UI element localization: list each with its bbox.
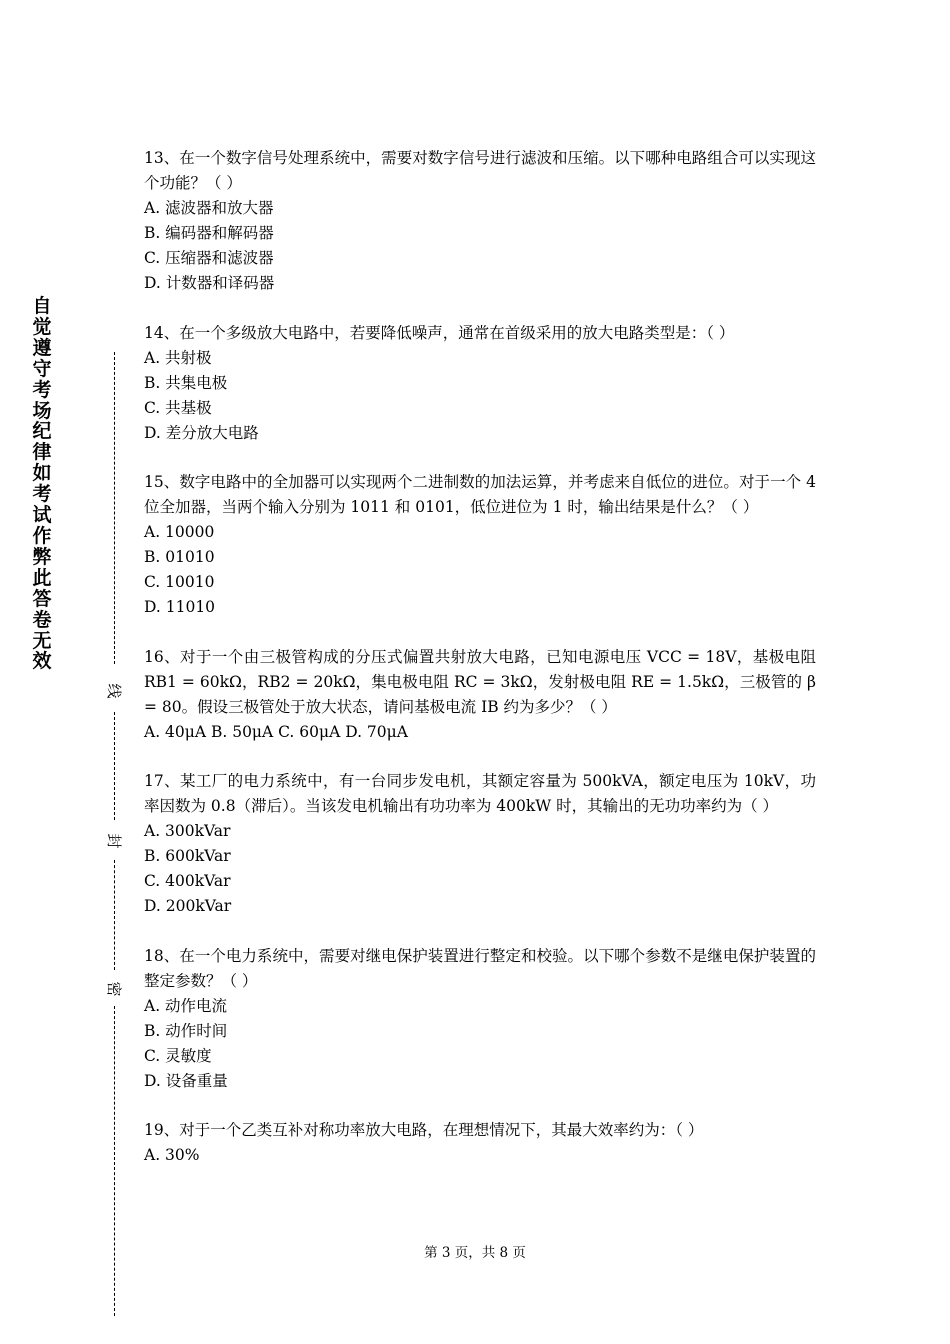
option-d: D. 计数器和译码器 bbox=[144, 274, 275, 292]
option-b: B. 动作时间 bbox=[144, 1021, 228, 1040]
question-16 bbox=[144, 645, 816, 745]
option-a: A. 300kVar bbox=[144, 822, 231, 840]
option-b: B. 01010 bbox=[144, 548, 215, 566]
binding-dashed-line bbox=[114, 1006, 115, 1316]
question-13 bbox=[144, 146, 816, 296]
page-number-footer: 第 3 页，共 8 页 bbox=[424, 1245, 526, 1261]
option-a: A. 共射极 bbox=[144, 348, 212, 367]
binding-dashed-line bbox=[114, 352, 115, 664]
question-stem: 13、在一个数字信号处理系统中，需要对数字信号进行滤波和压缩。以下哪种电路组合可以实现这个功能？（ ） bbox=[144, 149, 816, 192]
option-d: D. 200kVar bbox=[144, 897, 232, 915]
option-c: C. 400kVar bbox=[144, 872, 231, 890]
option-c: C. 10010 bbox=[144, 573, 215, 591]
option-a: A. 10000 bbox=[144, 523, 215, 541]
option-a: A. 动作电流 bbox=[144, 996, 228, 1015]
question-17 bbox=[144, 769, 816, 919]
question-19 bbox=[144, 1118, 816, 1168]
binding-dashed-line bbox=[114, 860, 115, 970]
question-stem: 18、在一个电力系统中，需要对继电保护装置进行整定和校验。以下哪个参数不是继电保护装置的整定参数？（ ） bbox=[144, 946, 816, 990]
option-b: B. 共集电极 bbox=[144, 373, 228, 392]
question-stem: 15、数字电路中的全加器可以实现两个二进制数的加法运算，并考虑来自低位的进位。对于一个 4 位全加器，当两个输入分别为 1011 和 0101，低位进位为 1 时，输出结果是什么？（ ） bbox=[144, 473, 816, 516]
option-c: C. 压缩器和滤波器 bbox=[144, 249, 274, 267]
option-c: C. 共基极 bbox=[144, 398, 212, 417]
option-a: A. 30% bbox=[144, 1146, 200, 1164]
option-b: B. 编码器和解码器 bbox=[144, 224, 274, 242]
option-line: A. 40μA B. 50μA C. 60μA D. 70μA bbox=[144, 722, 408, 741]
option-c: C. 灵敏度 bbox=[144, 1046, 212, 1065]
exam-discipline-warning: 自觉遵守考场纪律如考试作弊此答卷无效 bbox=[32, 295, 52, 673]
binding-mark-line: 线 bbox=[103, 681, 125, 701]
question-14 bbox=[144, 321, 816, 446]
question-15 bbox=[144, 470, 816, 620]
option-d: D. 差分放大电路 bbox=[144, 423, 259, 442]
binding-mark-secret: 密 bbox=[103, 979, 125, 999]
option-d: D. 设备重量 bbox=[144, 1071, 228, 1090]
question-18 bbox=[144, 944, 816, 1094]
question-stem: 14、在一个多级放大电路中，若要降低噪声，通常在首级采用的放大电路类型是：（ ） bbox=[144, 323, 735, 342]
option-d: D. 11010 bbox=[144, 598, 216, 616]
question-stem: 17、某工厂的电力系统中，有一台同步发电机，其额定容量为 500kVA，额定电压为 10kV，功率因数为 0.8（滞后）。当该发电机输出有功功率为 400kW 时，其输出的无功功率约为（ ） bbox=[144, 772, 816, 815]
question-stem: 19、对于一个乙类互补对称功率放大电路，在理想情况下，其最大效率约为：（ ） bbox=[144, 1121, 704, 1139]
question-stem: 16、对于一个由三极管构成的分压式偏置共射放大电路，已知电源电压 VCC = 18V，基极电阻 RB1 = 60kΩ，RB2 = 20kΩ，集电极电阻 RC = 3kΩ，发射极电阻 RE = 1.5kΩ，三极管的 β = 80。假设三极管处于放大状态，请问基极电流 IB 约为多少？（ ） bbox=[144, 647, 816, 716]
binding-dashed-line bbox=[114, 712, 115, 820]
option-b: B. 600kVar bbox=[144, 847, 231, 865]
option-a: A. 滤波器和放大器 bbox=[144, 199, 274, 217]
binding-mark-seal: 封 bbox=[103, 831, 125, 851]
question-list bbox=[144, 146, 816, 1193]
